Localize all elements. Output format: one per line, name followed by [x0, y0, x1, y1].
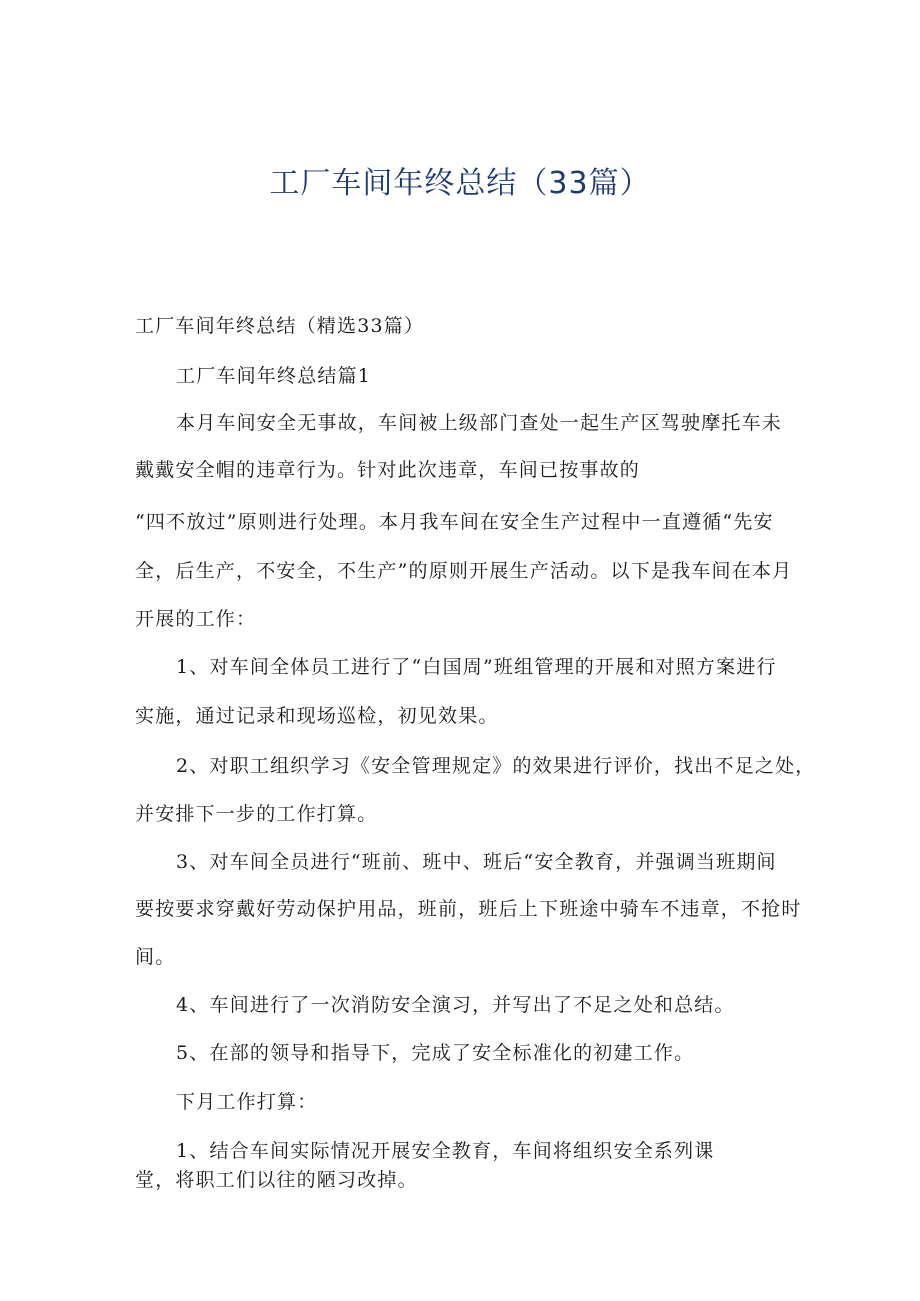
document-subtitle: 工厂车间年终总结（精选33篇）: [135, 315, 425, 337]
intro-line: 开展的工作：: [135, 608, 257, 630]
list-item: 4、车间进行了一次消防安全演习，并写出了不足之处和总结。: [176, 994, 735, 1016]
plan-item-line: 堂，将职工们以往的陋习改掉。: [135, 1169, 418, 1191]
list-item: 5、在部的领导和指导下，完成了安全标准化的初建工作。: [176, 1042, 695, 1064]
intro-line: 本月车间安全无事故，车间被上级部门查处一起生产区驾驶摩托车未: [176, 412, 783, 434]
list-item-line: 实施，通过记录和现场巡检，初见效果。: [135, 705, 499, 727]
list-item-line: 1、对车间全体员工进行了“白国周”班组管理的开展和对照方案进行: [176, 656, 777, 678]
list-item-line: 并安排下一步的工作打算。: [135, 803, 378, 825]
list-item-line: 要按要求穿戴好劳动保护用品，班前，班后上下班途中骑车不违章，不抢时: [135, 898, 802, 920]
intro-line: 全，后生产，不安全，不生产”的原则开展生产活动。以下是我车间在本月: [135, 560, 793, 582]
intro-line: “四不放过”原则进行处理。本月我车间在安全生产过程中一直遵循“先安: [135, 511, 774, 533]
list-item-line: 间。: [135, 946, 176, 968]
section-heading: 工厂车间年终总结篇1: [176, 365, 372, 387]
intro-line: 戴戴安全帽的违章行为。针对此次违章，车间已按事故的: [135, 459, 641, 481]
plan-item-line: 1、结合车间实际情况开展安全教育，车间将组织安全系列课: [176, 1140, 715, 1162]
document-title: 工厂车间年终总结（33篇）: [269, 166, 651, 201]
list-item-line: 2、对职工组织学习《安全管理规定》的效果进行评价，找出不足之处，: [176, 755, 816, 777]
list-item-line: 3、对车间全员进行“班前、班中、班后“安全教育，并强调当班期间: [176, 851, 777, 873]
next-month-heading: 下月工作打算：: [176, 1091, 318, 1113]
